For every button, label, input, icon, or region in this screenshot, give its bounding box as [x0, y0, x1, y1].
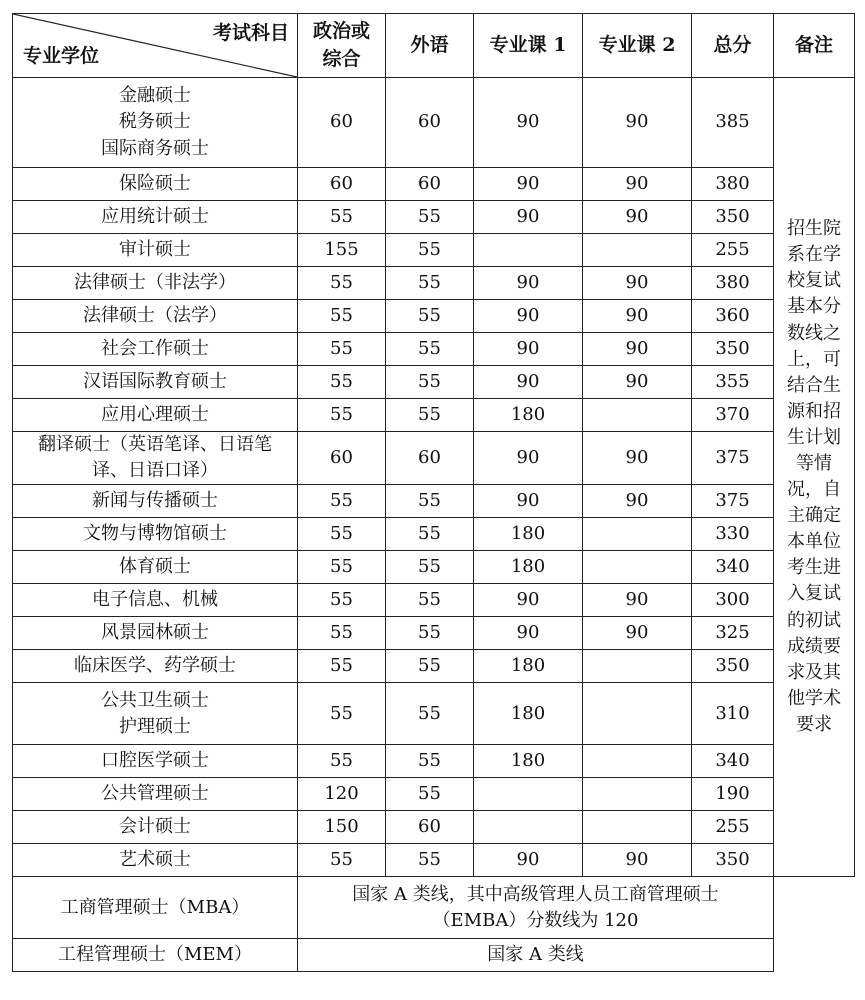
total-score-cell: 190 — [692, 778, 774, 811]
note-header: 备注 — [774, 14, 855, 78]
table-row — [13, 877, 855, 939]
degree-name-cell — [13, 168, 298, 201]
degree-name-cell — [13, 650, 298, 683]
politics-header-line2: 综合 — [322, 47, 361, 70]
degree-name-cell — [13, 811, 298, 844]
degree-name-cell — [13, 234, 298, 267]
politics-score-cell: 55 — [298, 333, 386, 366]
major2-score-cell — [583, 551, 692, 584]
politics-score-cell: 55 — [298, 267, 386, 300]
major1-score-cell: 90 — [474, 78, 583, 168]
major2-score-cell: 90 — [583, 300, 692, 333]
major1-score-cell: 180 — [474, 650, 583, 683]
degree-name: 临床医学、药学硕士 — [74, 655, 236, 677]
note-line: 本单位 — [787, 531, 841, 553]
table-row — [13, 300, 855, 333]
major2-score-cell: 90 — [583, 617, 692, 650]
total-score-cell: 310 — [692, 683, 774, 745]
degree-name: 公共卫生硕士 — [101, 689, 209, 711]
degree-name-cell — [13, 485, 298, 518]
major1-score-cell — [474, 234, 583, 267]
total-score-cell: 350 — [692, 844, 774, 877]
degree-name: 法律硕士（非法学） — [74, 271, 236, 293]
major1-score-cell: 90 — [474, 432, 583, 485]
politics-header — [298, 14, 386, 78]
note-line: 系在学 — [787, 244, 841, 266]
table-row — [13, 518, 855, 551]
language-score-cell: 60 — [386, 168, 474, 201]
degree-name: 护理硕士 — [119, 715, 191, 737]
header-row — [13, 14, 855, 78]
major2-score-cell — [583, 518, 692, 551]
degree-name-cell — [13, 683, 298, 745]
degree-name-cell — [13, 267, 298, 300]
degree-name: 审计硕士 — [119, 238, 191, 260]
language-score-cell: 55 — [386, 366, 474, 399]
table-row — [13, 745, 855, 778]
degree-name-cell — [13, 518, 298, 551]
language-score-cell: 55 — [386, 485, 474, 518]
major2-score-cell — [583, 683, 692, 745]
politics-score-cell: 60 — [298, 78, 386, 168]
major1-score-cell: 90 — [474, 617, 583, 650]
major1-score-cell: 180 — [474, 551, 583, 584]
table-row — [13, 234, 855, 267]
degree-name: 艺术硕士 — [119, 849, 191, 871]
major2-score-cell: 90 — [583, 584, 692, 617]
table-row — [13, 78, 855, 168]
politics-score-cell: 60 — [298, 432, 386, 485]
politics-score-cell: 55 — [298, 844, 386, 877]
note-line: 他学术 — [787, 687, 841, 709]
major1-score-cell: 90 — [474, 366, 583, 399]
degree-name-cell — [13, 745, 298, 778]
score-table — [12, 13, 855, 972]
total-score-cell: 380 — [692, 168, 774, 201]
table-row — [13, 683, 855, 745]
degree-name-cell: 工程管理硕士（MEM） — [13, 939, 298, 972]
total-score-cell: 370 — [692, 399, 774, 432]
note-line: 基本分 — [787, 296, 841, 318]
note-line: 要求 — [796, 713, 832, 735]
major1-score-cell: 90 — [474, 267, 583, 300]
degree-label: 专业学位 — [23, 45, 100, 68]
major2-score-cell: 90 — [583, 201, 692, 234]
major1-score-cell: 90 — [474, 168, 583, 201]
degree-name: 体育硕士 — [119, 556, 191, 578]
major2-score-cell — [583, 399, 692, 432]
note-line: 主确定 — [787, 505, 841, 527]
major2-score-cell — [583, 650, 692, 683]
politics-score-cell: 55 — [298, 300, 386, 333]
table-row — [13, 485, 855, 518]
politics-score-cell: 120 — [298, 778, 386, 811]
major2-score-cell: 90 — [583, 267, 692, 300]
degree-name: 税务硕士 — [119, 111, 191, 133]
degree-name-cell — [13, 201, 298, 234]
major1-score-cell: 90 — [474, 485, 583, 518]
major2-score-cell: 90 — [583, 333, 692, 366]
table-row — [13, 650, 855, 683]
major1-score-cell: 90 — [474, 844, 583, 877]
major1-score-cell — [474, 778, 583, 811]
major2-score-cell: 90 — [583, 432, 692, 485]
total-score-cell: 350 — [692, 650, 774, 683]
note-line: 入复试 — [787, 583, 841, 605]
degree-name-cell: 工商管理硕士（MBA） — [13, 877, 298, 939]
merged-score-cell — [298, 877, 774, 939]
note-line: 等情 — [796, 453, 832, 474]
table-row — [13, 201, 855, 234]
language-score-cell: 55 — [386, 745, 474, 778]
major2-score-cell — [583, 745, 692, 778]
language-score-cell: 55 — [386, 518, 474, 551]
total-score-cell: 385 — [692, 78, 774, 168]
note-line: 求及其 — [787, 661, 841, 683]
language-score-cell: 55 — [386, 683, 474, 745]
total-score-cell: 360 — [692, 300, 774, 333]
degree-name-cell — [13, 778, 298, 811]
table-row — [13, 811, 855, 844]
major1-score-cell: 180 — [474, 745, 583, 778]
degree-name-cell — [13, 366, 298, 399]
total-score-cell: 350 — [692, 333, 774, 366]
degree-name-cell — [13, 551, 298, 584]
degree-name: 文物与博物馆硕士 — [83, 523, 227, 545]
politics-score-cell: 55 — [298, 617, 386, 650]
table-row — [13, 844, 855, 877]
subject-label: 考试科目 — [212, 22, 289, 44]
major1-score-cell: 180 — [474, 399, 583, 432]
language-score-cell: 55 — [386, 650, 474, 683]
note-line: 况，自 — [787, 479, 841, 501]
degree-name: 口腔医学硕士 — [101, 750, 209, 772]
language-score-cell: 55 — [386, 584, 474, 617]
major1-score-cell: 90 — [474, 201, 583, 234]
degree-name: 新闻与传播硕士 — [92, 490, 218, 512]
table-row — [13, 168, 855, 201]
note-line: 考生进 — [787, 557, 841, 579]
politics-score-cell: 55 — [298, 518, 386, 551]
language-score-cell: 55 — [386, 234, 474, 267]
language-score-cell: 55 — [386, 778, 474, 811]
major1-score-cell: 90 — [474, 300, 583, 333]
major2-score-cell: 90 — [583, 485, 692, 518]
politics-score-cell: 55 — [298, 683, 386, 745]
table-body — [13, 78, 855, 972]
major1-score-cell: 90 — [474, 584, 583, 617]
politics-score-cell: 55 — [298, 745, 386, 778]
merged-score-text: 国家 A 类线 — [487, 944, 584, 966]
degree-name: 翻译硕士（英语笔译、日语笔 — [38, 434, 272, 455]
table-row — [13, 366, 855, 399]
total-score-cell: 330 — [692, 518, 774, 551]
note-line: 的初试 — [787, 609, 841, 631]
language-score-cell: 55 — [386, 844, 474, 877]
table-row — [13, 939, 855, 972]
merged-score-text: （EMBA）分数线为 120 — [432, 909, 639, 931]
total-score-cell: 355 — [692, 366, 774, 399]
note-cell — [774, 78, 855, 877]
degree-name-cell — [13, 432, 298, 485]
note-line: 校复试 — [787, 270, 841, 292]
major2-score-cell: 90 — [583, 168, 692, 201]
table-row — [13, 778, 855, 811]
degree-name: 国际商务硕士 — [101, 137, 209, 159]
corner-header-cell — [13, 14, 298, 78]
table-row — [13, 551, 855, 584]
degree-name-cell — [13, 78, 298, 168]
table-row — [13, 432, 855, 485]
degree-name: 电子信息、机械 — [92, 589, 218, 611]
total-score-cell: 375 — [692, 485, 774, 518]
total-score-cell: 380 — [692, 267, 774, 300]
note-line: 成绩要 — [787, 635, 841, 657]
degree-name: 金融硕士 — [119, 85, 191, 107]
degree-name: 社会工作硕士 — [101, 337, 209, 359]
language-score-cell: 55 — [386, 201, 474, 234]
note-line: 数线之 — [787, 322, 841, 344]
language-score-cell: 55 — [386, 617, 474, 650]
note-line: 招生院 — [787, 218, 841, 240]
total-score-cell: 255 — [692, 811, 774, 844]
major2-score-cell — [583, 778, 692, 811]
major1-score-cell: 180 — [474, 518, 583, 551]
major1-score-cell: 180 — [474, 683, 583, 745]
degree-name-cell — [13, 333, 298, 366]
major2-score-cell: 90 — [583, 78, 692, 168]
note-line: 结合生 — [787, 374, 841, 396]
merged-score-cell — [298, 939, 774, 972]
note-line: 源和招 — [787, 400, 841, 422]
politics-score-cell: 60 — [298, 168, 386, 201]
language-score-cell: 55 — [386, 300, 474, 333]
language-score-cell: 55 — [386, 333, 474, 366]
politics-score-cell: 55 — [298, 201, 386, 234]
major2-header: 专业课 2 — [583, 14, 692, 78]
language-score-cell: 60 — [386, 78, 474, 168]
politics-score-cell: 55 — [298, 551, 386, 584]
table-row — [13, 399, 855, 432]
politics-score-cell: 55 — [298, 399, 386, 432]
degree-name: 应用心理硕士 — [101, 403, 209, 425]
language-score-cell: 55 — [386, 267, 474, 300]
degree-name-cell — [13, 844, 298, 877]
total-score-cell: 340 — [692, 551, 774, 584]
politics-header-line1: 政治或 — [312, 19, 370, 42]
degree-name-cell — [13, 584, 298, 617]
total-score-cell: 300 — [692, 584, 774, 617]
total-header: 总分 — [692, 14, 774, 78]
degree-name: 译、日语口译） — [92, 460, 218, 482]
language-score-cell: 60 — [386, 811, 474, 844]
degree-name: 保险硕士 — [119, 172, 191, 194]
politics-score-cell: 150 — [298, 811, 386, 844]
politics-score-cell: 55 — [298, 485, 386, 518]
politics-score-cell: 55 — [298, 650, 386, 683]
major1-header: 专业课 1 — [474, 14, 583, 78]
degree-name: 公共管理硕士 — [101, 783, 209, 805]
major2-score-cell: 90 — [583, 366, 692, 399]
total-score-cell: 325 — [692, 617, 774, 650]
degree-name: 应用统计硕士 — [101, 205, 209, 227]
language-header: 外语 — [386, 14, 474, 78]
total-score-cell: 375 — [692, 432, 774, 485]
degree-name-cell — [13, 617, 298, 650]
total-score-cell: 350 — [692, 201, 774, 234]
language-score-cell: 55 — [386, 399, 474, 432]
degree-name: 法律硕士（法学） — [83, 304, 227, 326]
major1-score-cell — [474, 811, 583, 844]
degree-name-cell — [13, 300, 298, 333]
table-row — [13, 617, 855, 650]
politics-score-cell: 55 — [298, 366, 386, 399]
table-row — [13, 267, 855, 300]
degree-name: 汉语国际教育硕士 — [83, 370, 227, 392]
politics-score-cell: 155 — [298, 234, 386, 267]
major2-score-cell — [583, 234, 692, 267]
table-row — [13, 584, 855, 617]
note-line: 上，可 — [787, 348, 841, 370]
politics-score-cell: 55 — [298, 584, 386, 617]
major2-score-cell: 90 — [583, 844, 692, 877]
table-row — [13, 333, 855, 366]
total-score-cell: 255 — [692, 234, 774, 267]
degree-name: 会计硕士 — [119, 816, 191, 838]
major2-score-cell — [583, 811, 692, 844]
language-score-cell: 55 — [386, 551, 474, 584]
note-line: 生计划 — [787, 426, 841, 448]
merged-score-text: 国家 A 类线，其中高级管理人员工商管理硕士 — [352, 883, 719, 905]
degree-name: 风景园林硕士 — [101, 622, 209, 644]
major1-score-cell: 90 — [474, 333, 583, 366]
total-score-cell: 340 — [692, 745, 774, 778]
language-score-cell: 60 — [386, 432, 474, 485]
degree-name-cell — [13, 399, 298, 432]
